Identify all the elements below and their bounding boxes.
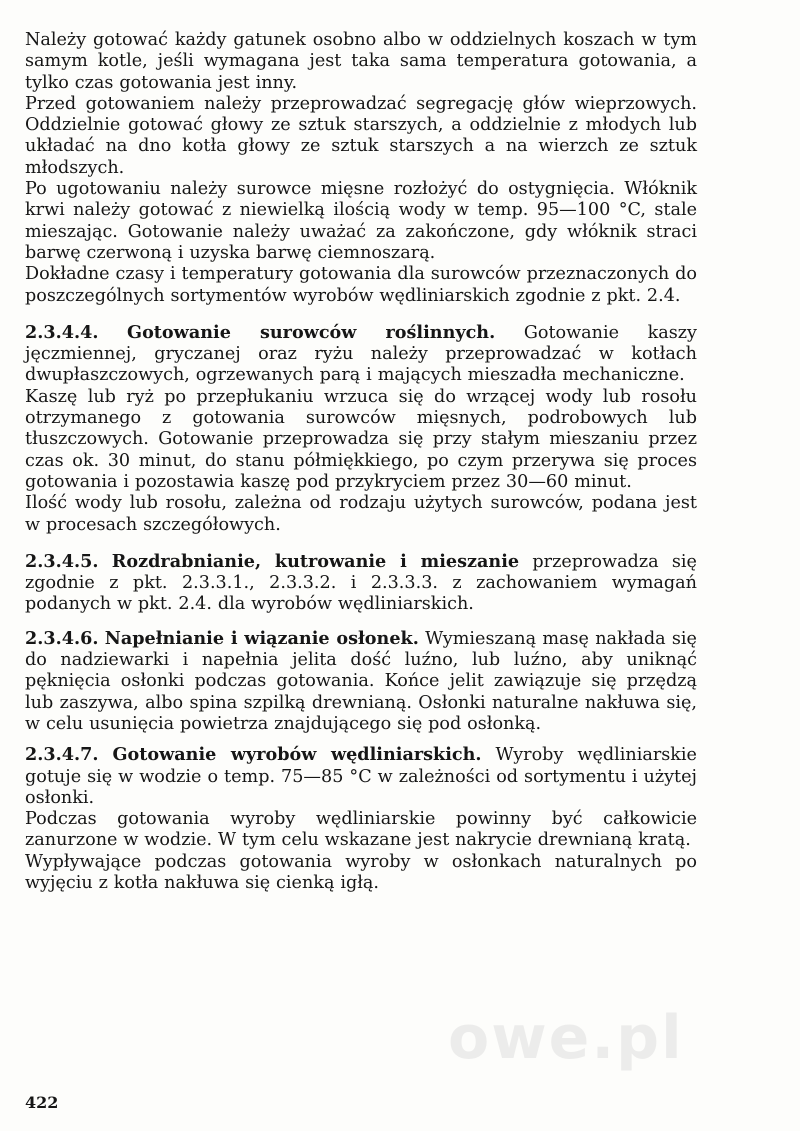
intro-paragraph-2: Przed gotowaniem należy przeprowadzać segregację głów wieprzowych. Oddzielnie gotować głowy ze sztuk starszych, a oddzielnie z młodych lub układać na dno kotła głowy ze sztuk starszych a na wierzch ze sztuk młodszych. (25, 93, 697, 178)
section-number: 2.3.4.6. (25, 627, 99, 649)
section-lead-paragraph (25, 744, 697, 809)
watermark: owe.pl (448, 1003, 684, 1073)
section-title: Gotowanie wyrobów wędliniarskich. (112, 744, 482, 766)
section-title: Rozdrabnianie, kutrowanie i mieszanie (111, 550, 520, 572)
section-number: 2.3.4.5. (25, 550, 99, 572)
intro-paragraph-3: Po ugotowaniu należy surowce mięsne rozłożyć do ostygnięcia. Włóknik krwi należy gotować z niewielką ilością wody w temp. 95—100 °C, stale mieszając. Gotowanie należy uważać za zakończone, gdy włóknik straci barwę czerwoną i uzyska barwę ciemnoszarą. (25, 179, 697, 263)
intro-paragraph-4: Dokładne czasy i temperatury gotowania dla surowców przeznaczonych do poszczególnych sortymentów wyrobów wędliniarskich zgodnie z pkt. 2.4. (25, 264, 697, 306)
section-title: Napełnianie i wiązanie osłonek. (104, 627, 419, 649)
section-number: 2.3.4.7. (25, 744, 99, 766)
section-2-3-4-5 (25, 551, 697, 616)
section-paragraph: Ilość wody lub rosołu, zależna od rodzaju użytych surowców, podana jest w procesach szczegółowych. (25, 493, 697, 535)
section-lead-paragraph (25, 322, 697, 387)
section-paragraph: Wypływające podczas gotowania wyroby w osłonkach naturalnych po wyjęciu z kotła nakłuwa się cienką igłą. (25, 851, 697, 893)
section-lead-text: Wymieszaną masę nakłada się do nadziewarki i napełnia jelita dość luźno, lub luźno, aby uniknąć pęknięcia osłonki podczas gotowania. Końce jelit zawiązuje się przędzą lub zaszywa, albo spina szpilką drewnianą. Osłonki naturalne nakłuwa się, w celu usunięcia powietrza znajdującego się pod osłonką. (25, 628, 697, 734)
page-body (25, 30, 697, 894)
section-2-3-4-4 (25, 322, 697, 536)
section-2-3-4-6 (25, 628, 697, 735)
section-paragraph: Podczas gotowania wyroby wędliniarskie powinny być całkowicie zanurzone w wodzie. W tym celu wskazane jest nakrycie drewnianą kratą. (25, 809, 697, 851)
section-title: Gotowanie surowców roślinnych. (127, 321, 496, 343)
section-number: 2.3.4.4. (25, 321, 99, 343)
section-lead-paragraph (25, 551, 697, 616)
intro-paragraph-1: Należy gotować każdy gatunek osobno albo w oddzielnych koszach w tym samym kotle, jeśli wymagana jest taka sama temperatura gotowania, a tylko czas gotowania jest inny. (25, 30, 697, 93)
section-lead-paragraph (25, 628, 697, 735)
section-lead-text: przeprowadza się zgodnie z pkt. 2.3.3.1., 2.3.3.2. i 2.3.3.3. z zachowaniem wymagań podanych w pkt. 2.4. dla wyrobów wędliniarskich. (25, 551, 697, 615)
section-lead-text: Gotowanie kaszy jęczmiennej, gryczanej oraz ryżu należy przeprowadzać w kotłach dwupłaszczowych, ogrzewanych parą i mających mieszadła mechaniczne. (25, 322, 697, 386)
section-lead-text: Wyroby wędliniarskie gotuje się w wodzie o temp. 75—85 °C w zależności od sortymentu i użytej osłonki. (25, 745, 697, 808)
section-2-3-4-7 (25, 744, 697, 894)
page-number: 422 (25, 1093, 59, 1112)
section-paragraph: Kaszę lub ryż po przepłukaniu wrzuca się do wrzącej wody lub rosołu otrzymanego z gotowania surowców mięsnych, podrobowych lub tłuszczowych. Gotowanie przeprowadza się przy stałym mieszaniu przez czas ok. 30 minut, do stanu półmiękkiego, po czym przerywa się proces gotowania i pozostawia kaszę pod przykryciem przez 30—60 minut. (25, 386, 697, 492)
